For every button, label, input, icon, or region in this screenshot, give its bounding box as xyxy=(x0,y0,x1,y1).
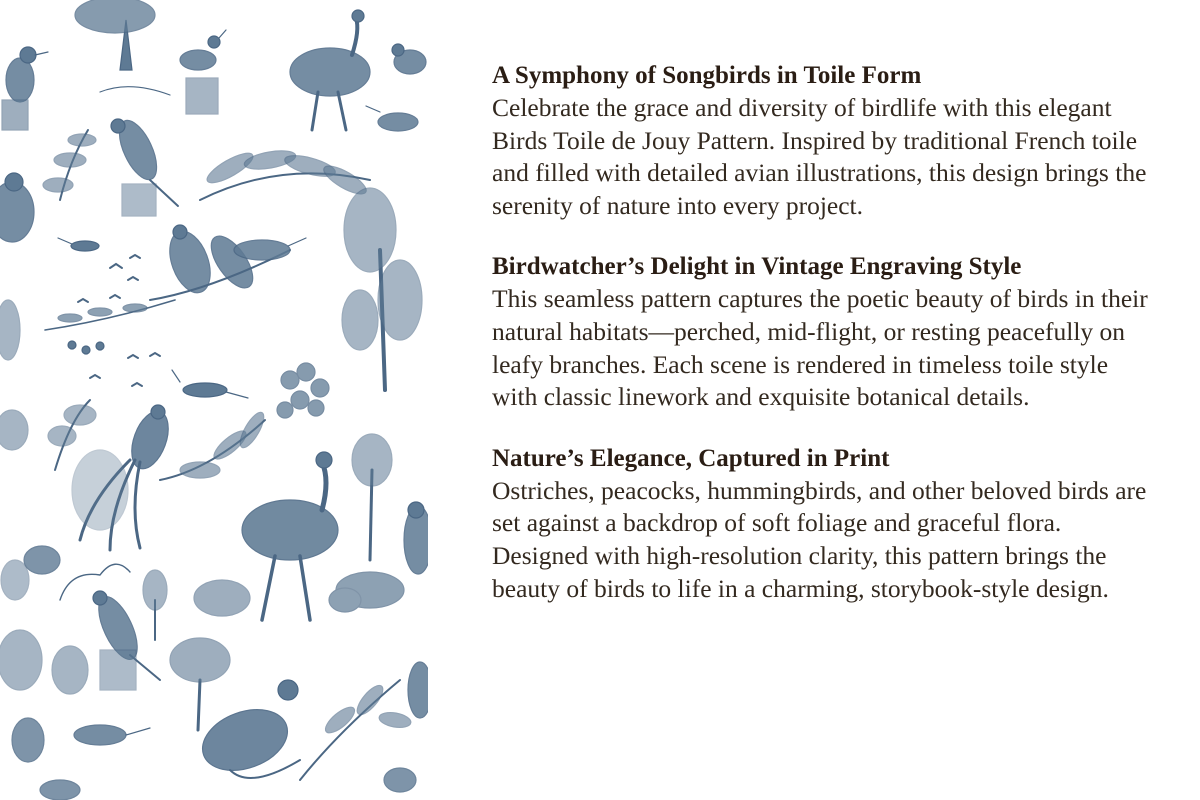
toile-pattern-illustration xyxy=(0,0,428,800)
ostrich-icon xyxy=(290,10,370,130)
tree-icon xyxy=(170,638,230,730)
plant-icon xyxy=(0,300,28,450)
section-heading: A Symphony of Songbirds in Toile Form xyxy=(492,62,922,89)
perched-bird-icon xyxy=(111,115,178,216)
olive-branch-icon xyxy=(45,300,175,354)
perched-bird-icon xyxy=(2,47,48,130)
perched-bird-icon xyxy=(408,662,428,718)
plant-icon xyxy=(0,630,88,694)
flying-bird-icon xyxy=(74,725,150,745)
perched-bird-icon xyxy=(392,44,426,74)
ostrich-icon xyxy=(242,452,338,620)
tree-icon xyxy=(143,570,167,640)
perched-bird-icon xyxy=(180,30,226,114)
wading-bird-icon xyxy=(366,106,418,131)
description-section xyxy=(492,60,1152,222)
perched-bird-icon xyxy=(194,680,300,781)
flower-cluster-icon xyxy=(277,363,329,418)
shrub-icon xyxy=(194,580,250,616)
small-bird-icon xyxy=(1,546,60,600)
hummingbird-icon xyxy=(58,238,99,251)
tree-icon xyxy=(75,0,170,95)
section-body: This seamless pattern captures the poetic beauty of birds in their natural habitats—perched, mid-flight, or resting peacefully on leafy branches. Each scene is rendered in timeless toile style with classic linework and exquisite botanical details. xyxy=(492,284,1148,412)
bird-of-paradise-icon xyxy=(72,405,175,550)
tree-icon xyxy=(352,434,392,560)
description-column xyxy=(492,60,1152,634)
description-section xyxy=(492,443,1152,605)
perched-bird-icon xyxy=(234,238,306,260)
section-heading: Nature’s Elegance, Captured in Print xyxy=(492,444,890,472)
description-section xyxy=(492,251,1152,413)
section-heading: Birdwatcher’s Delight in Vintage Engraving Style xyxy=(492,253,1022,281)
shrub-icon xyxy=(329,572,404,612)
section-body: Ostriches, peacocks, hummingbirds, and other beloved birds are set against a backdrop of soft foliage and graceful flora. Designed with high-resolution clarity, this pattern brings the beauty of birds to life in a charming, storybook-style design. xyxy=(492,475,1147,603)
section-body: Celebrate the grace and diversity of birdlife with this elegant Birds Toile de Jouy Pattern. Inspired by traditional French toile and filled with detailed avian illustrations, this design brings the serenity of nature into every project. xyxy=(492,93,1147,220)
branch-icon xyxy=(200,148,370,200)
flying-birds-icon xyxy=(78,255,160,386)
tree-icon xyxy=(342,188,422,390)
toile-pattern-image xyxy=(0,0,428,800)
branch-icon xyxy=(300,680,412,780)
plant-icon xyxy=(43,130,96,200)
hummingbird-icon xyxy=(172,370,248,398)
perched-bird-icon xyxy=(404,502,428,574)
perched-bird-icon xyxy=(150,225,290,300)
branch-icon xyxy=(160,409,268,480)
perched-bird-icon xyxy=(0,173,34,242)
